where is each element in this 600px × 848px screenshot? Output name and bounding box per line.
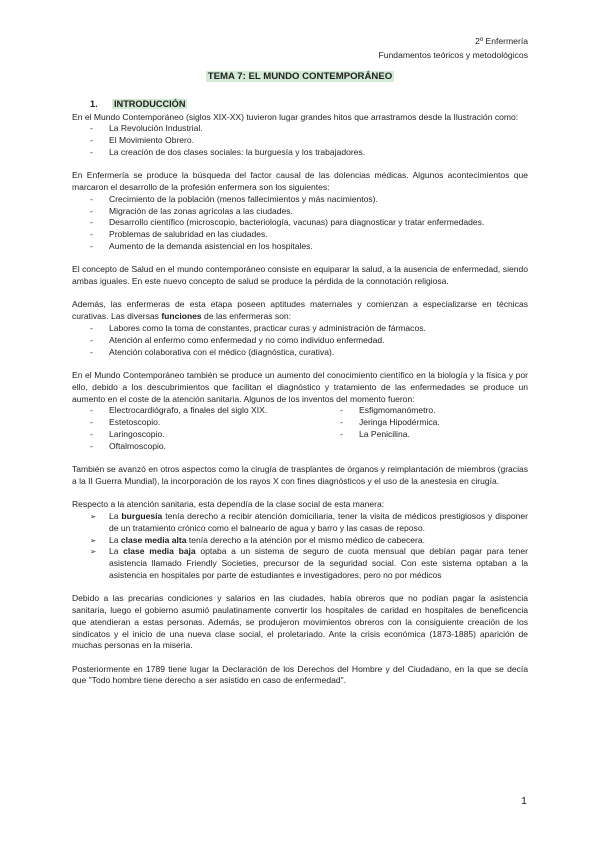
page-header [378,34,528,62]
list-item: - Atención colaborativa con el médico (diagnóstica, curativa). [72,347,528,359]
functions-list [72,323,528,358]
list-item: - Esfigmomanómetro. [322,405,528,417]
list-item: - Desarrollo científico (microscopio, bacteriología, vacunas) para diagnosticar y tratar enfermedades. [72,217,528,229]
list-item: - Crecimiento de la población (menos fallecimientos y más nacimientos). [72,194,528,206]
section-number: 1. [90,98,98,109]
events-list [72,194,528,253]
inventions-columns [72,405,528,452]
list-item: - Atención al enfermo como enfermedad y no como individuo enfermedad. [72,335,528,347]
list-item: - La creación de dos clases sociales: la burguesía y los trabajadores. [72,147,528,159]
header-course: 2º Enfermería [475,36,528,46]
list-item: - Electrocardiógrafo, a finales del siglo XIX. [72,405,322,417]
paragraph-health-concept: El concepto de Salud en el mundo contemporáneo consiste en equiparar la salud, a la ausencia de enfermedad, siendo ambas iguales. En este nuevo concepto de salud se produce la pérdida de la connotación religiosa. [72,264,528,287]
section-heading [72,99,528,111]
paragraph-advances: También se avanzó en otros aspectos como la cirugía de trasplantes de órganos y reimplantación de miembros (gracias a la II Guerra Mundial), la incorporación de los rayos X con fines diagnósticos y el uso de la anestesia en cirugía. [72,464,528,486]
list-item: - Labores como la toma de constantes, practicar curas y administración de fármacos. [72,323,528,335]
list-item: - Jeringa Hipodérmica. [322,417,528,429]
list-item: - La Penicilina. [322,429,528,441]
paragraph-declaration: Posteriormente en 1789 tiene lugar la Declaración de los Derechos del Hombre y del Ciudadano, en la que se decía que "Todo hombre tiene derecho a ser asistido en caso de enfermedad". [72,663,528,686]
list-item: - El Movimiento Obrero. [72,135,528,147]
list-item: ➢ La burguesía tenía derecho a recibir atención domiciliaria, tener la visita de médicos prestigiosos y disponer de un tratamiento crónico como el balneario de agua y barro y las casas de reposo. [72,511,528,535]
list-item: ➢ La clase media baja optaba a un sistema de seguro de cuota mensual que debían pagar para tener asistencia llamado Friendly Societies, precursor de la seguridad social. Con este sistema optaban a la asistencia en hospitales por parte de estudiantes e investigadores, pero no por médicos [72,546,528,581]
milestones-list [72,123,528,158]
paragraph-workers: Debido a las precarias condiciones y salarios en las ciudades, había obreros que no podían pagar la asistencia sanitaria, luego el gobierno asumió paulatinamente convertir los hospitales de caridad en hospitales de beneficencia que atendieran a estas personas. Además, se produjeron movimientos obreros con la consiguiente creación de los sindicatos y el inicio de una nueva clase social, el proletariado. Ante la crisis económica (1873-1885) aparición de muchas personas en la miseria. [72,593,528,651]
header-subject: Fundamentos teóricos y metodológicos [378,50,528,60]
list-item: - Laringoscopio. [72,429,322,441]
paragraph-intro: En el Mundo Contemporáneo (siglos XIX-XX) tuvieron lugar grandes hitos que arrastramos desde la Ilustración como: [72,111,519,122]
inventions-right [322,405,528,452]
social-class-list [72,511,528,582]
list-item: - Migración de las zonas agrícolas a las ciudades. [72,206,528,218]
document-body [72,71,528,687]
document-title: TEMA 7: EL MUNDO CONTEMPORÁNEO [207,71,393,82]
inventions-left [72,405,322,452]
paragraph-care-intro: Respecto a la atención sanitaria, esta dependía de la clase social de esta manera: [72,499,385,510]
list-item: - Estetoscopio. [72,417,322,429]
paragraph-functions: Además, las enfermeras de esta etapa poseen aptitudes maternales y comienzan a especializarse en técnicas curativas. Las diversas funciones de las enfermeras son: [72,299,528,322]
list-item: - La Revolución Industrial. [72,123,528,135]
list-item: - Oftalmoscopio. [72,441,322,453]
paragraph-nursing: En Enfermería se produce la búsqueda del factor causal de las dolencias médicas. Algunos acontecimientos que marcaron el desarrollo de la profesión enfermera son los siguientes: [72,170,528,193]
section-label: INTRODUCCIÓN [114,98,186,109]
list-item: - Problemas de salubridad en las ciudades. [72,229,528,241]
list-item: - Aumento de la demanda asistencial en los hospitales. [72,241,528,253]
list-item: ➢ La clase media alta tenía derecho a la atención por el mismo médico de cabecera. [72,535,528,547]
paragraph-science: En el Mundo Contemporáneo también se produce un aumento del conocimiento científico en la biología y la física y por ello, debido a los descubrimientos que facilitan el diagnóstico y tratamiento de las enfermedades se produce un aumento en el coste de la atención sanitaria. Algunos de los inventos del momento fueron: [72,369,528,404]
page-number: 1 [521,795,527,807]
